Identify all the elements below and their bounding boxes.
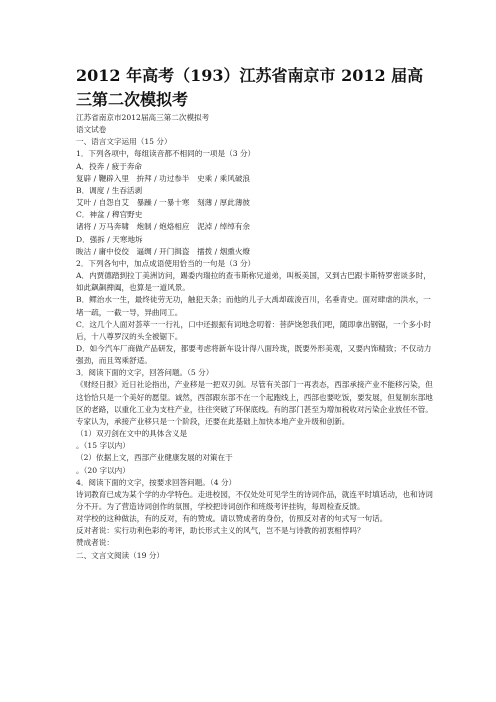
text-line: 复辟 / 鞭辟入里 拚拜 / 功过参半 史乘 / 乘风破浪 <box>76 173 251 183</box>
option-paragraph: D．如今汽车厂商做产品研发，都要考虑将新车设计得八面玲珑，既要外形美观，又要内饰精致；不仅动力强劲，而且驾乘舒适。 <box>76 343 432 366</box>
option-line: D．强拆 / 天寒地坼 <box>76 234 143 244</box>
text-line: 艾叶 / 自怨自艾 暴躁 / 一暴十寒 刻薄 / 厚此薄彼 <box>76 198 251 208</box>
question-stem: 2．下列各句中，加点成语使用恰当的一句是（3 分） <box>76 258 256 268</box>
section-heading: 一、语言文字运用（15 分） <box>76 137 172 147</box>
option-paragraph: A．内贾德踏到拉丁美洲访问，踢委内瑞拉的查韦斯称兄道弟，叫板美国，又到古巴跟卡斯特罗密谈多时，如此飙飙捭阖，也算是一道风景。 <box>76 271 431 293</box>
passage-paragraph: 对学校的这种做法，有的反对，有的赞成。请以赞成者的身份，仿照反对者的句式写一句话。 <box>76 514 388 524</box>
document-body <box>76 112 436 562</box>
text-line: 诸将 / 万马奔啸 炮制 / 炮烙相应 泥淖 / 绰绰有余 <box>76 222 251 232</box>
text-line: （2）依据上文，西部产业健康发展的对策在于 <box>76 453 233 463</box>
text-line: 。（15 字以内） <box>76 441 130 451</box>
option-paragraph: C．这几个人面对荟萃一一行礼，口中还振振有词地念叨着：菩萨饶恕我们吧，随即拿出钢锯，一个多小时后，十八尊罗汉的头全被锯下。 <box>76 319 432 341</box>
passage-paragraph: 诗词教育已成为某个学的办学特色。走进校园，不仅处处可见学生的诗词作品，就连平时填话动，也和诗词分不开。为了营造诗词创作的氛围，学校把诗词创作和班级考评挂钩，每周检查反馈。 <box>76 489 433 511</box>
text-line: 江苏省南京市2012届高三第二次模拟考 <box>76 113 210 122</box>
passage-paragraph: 《财经日报》近日社论指出，产业移是一把双刃剑。尽管有关部门一再表态，西部承接产业不能移污染，但这恰恰只是一个美好的愿望。诚然，西部跟东部不在一个起跑线上，西部也要吃饭，要发展，但复制东部地区的老路，以重化工业为支柱产业，往往突破了环保底线。有的部门甚至为增加税收对污染企业放任不管。专家认为，承接产业移只是一个阶段，还要在此基础上加快本地产业升级和创新。 <box>76 380 433 426</box>
question-stem: 1．下列各项中，每组读音都不相同的一项是（3 分） <box>76 149 256 159</box>
question-stem: 3．阅读下面的文字，回答问题。（5 分） <box>76 368 214 378</box>
option-line: A．投奔 / 疲于奔命 <box>76 161 143 171</box>
text-line: （1）双刃剑在文中的具体含义是 <box>76 429 188 439</box>
text-line: 。（20 字以内） <box>76 465 130 475</box>
document-title: 2012 年高考（193）江苏省南京市 2012 届高三第二次模拟考 <box>76 66 424 109</box>
text-line: 睃沽 / 庸中佼佼 逼绸 / 开门揖盗 擂拨 / 烟熏火燎 <box>76 246 251 256</box>
option-paragraph: B．鳏治水一生，最终徒劳无功，触犯天条；而他的儿子大禹却疏浚百川，名垂青史。面对肆虐的洪水，一堵一疏，一截一导，异曲同工。 <box>76 295 431 317</box>
option-line: C．神盆 / 稗官野史 <box>76 210 143 220</box>
text-line: 赞成者说： <box>76 538 114 548</box>
text-line: 反对者说：实行功利色彩的考评，助长形式主义的风气，岂不是与诗教的初衷相悖吗？ <box>76 526 365 536</box>
text-line: 语文试卷 <box>76 125 107 135</box>
section-heading: 二、文言文阅读（19 分） <box>76 550 165 560</box>
option-line: B．调度 / 生吞活剥 <box>76 185 143 195</box>
question-stem: 4．阅读下面的文字，按要求回答问题。（4 分） <box>76 477 237 487</box>
